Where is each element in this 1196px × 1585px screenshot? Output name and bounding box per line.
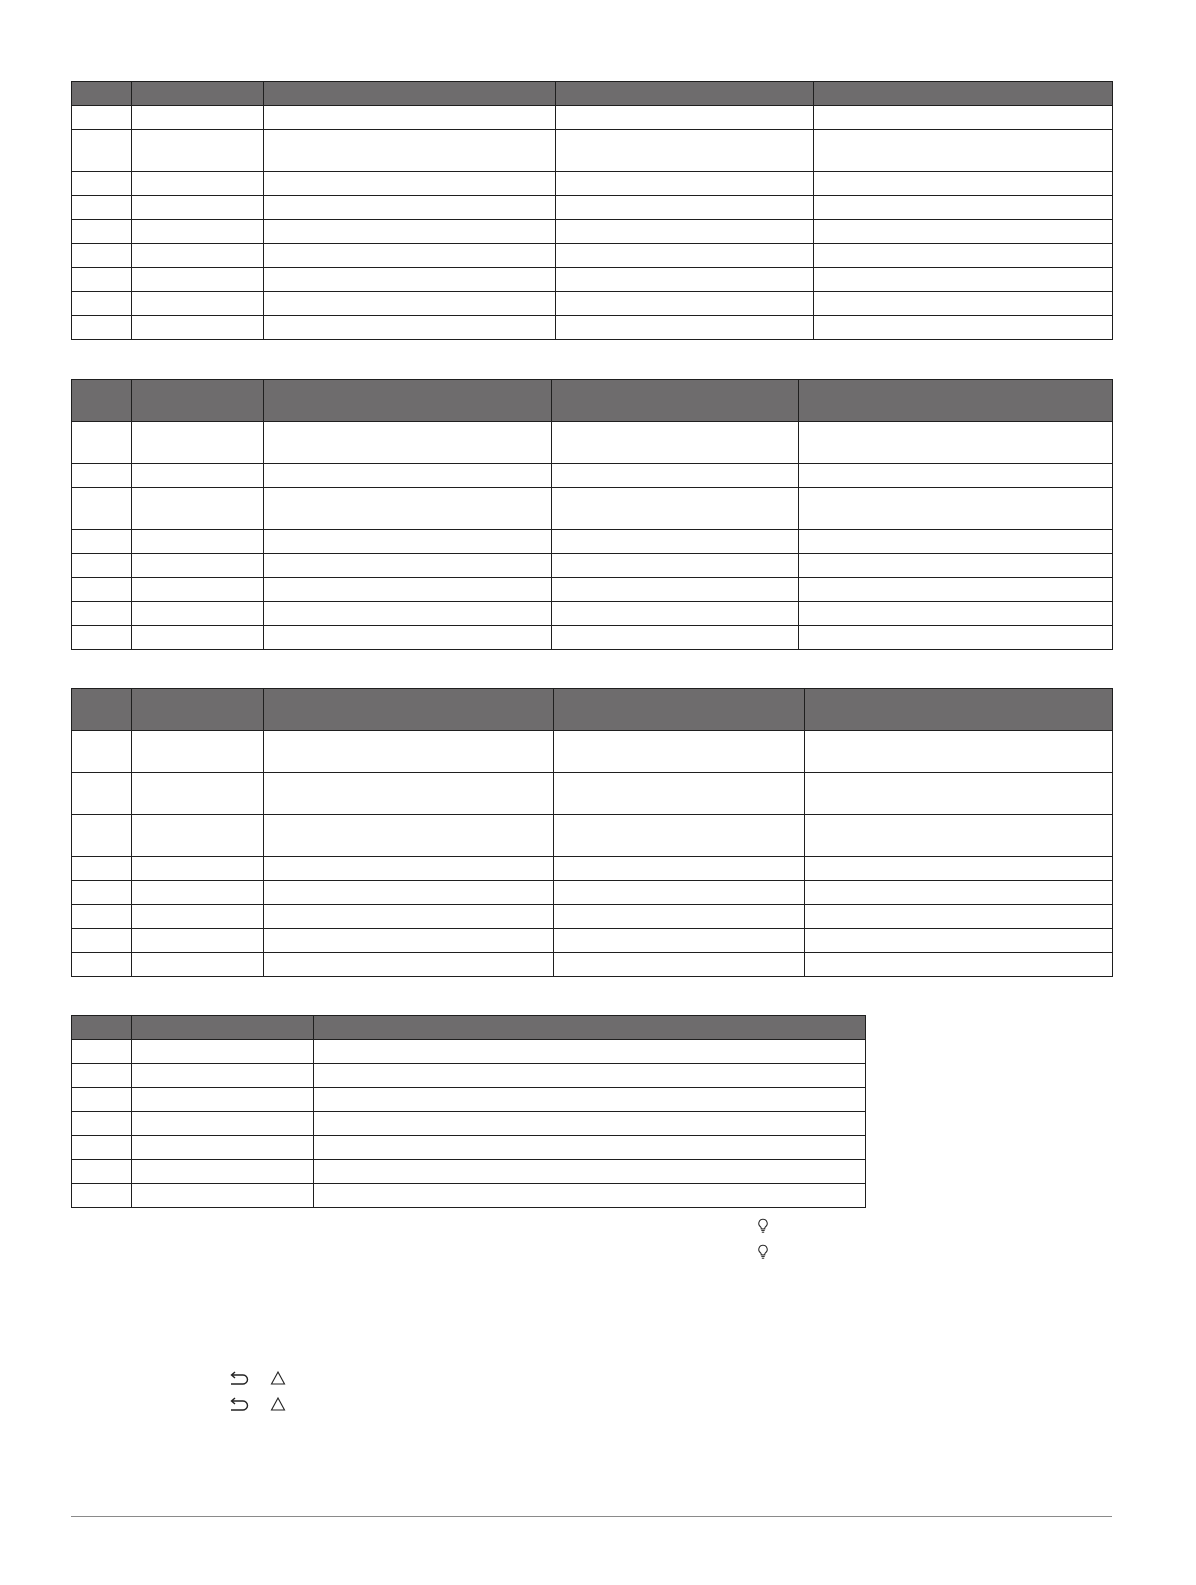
header-cell <box>72 380 132 422</box>
table-cell <box>72 130 132 172</box>
header-cell <box>132 82 264 106</box>
header-cell <box>72 82 132 106</box>
table-cell <box>264 268 556 292</box>
table-cell <box>72 905 132 929</box>
table-cell <box>556 244 814 268</box>
header-cell <box>552 380 799 422</box>
table-row <box>72 488 1113 530</box>
table-cell <box>556 316 814 340</box>
table-cell <box>132 554 264 578</box>
table-cell <box>72 953 132 977</box>
table-cell <box>799 422 1113 464</box>
table-cell <box>264 773 554 815</box>
table-cell <box>805 857 1113 881</box>
table-row <box>72 530 1113 554</box>
table-cell <box>72 881 132 905</box>
header-cell <box>814 82 1113 106</box>
table-cell <box>132 316 264 340</box>
data-table-3 <box>71 688 1113 977</box>
table-cell <box>72 220 132 244</box>
header-cell <box>132 1016 314 1040</box>
table-cell <box>264 815 554 857</box>
table-row <box>72 953 1113 977</box>
table-row <box>72 316 1113 340</box>
table-cell <box>132 292 264 316</box>
table-cell <box>72 929 132 953</box>
table-cell <box>264 953 554 977</box>
table-cell <box>132 1040 314 1064</box>
header-cell <box>314 1016 866 1040</box>
table-cell <box>132 1136 314 1160</box>
table-cell <box>132 130 264 172</box>
table-cell <box>814 106 1113 130</box>
table-row <box>72 220 1113 244</box>
table-cell <box>72 1088 132 1112</box>
table-cell <box>72 464 132 488</box>
footer-divider <box>71 1516 1112 1517</box>
table-cell <box>554 929 805 953</box>
table-cell <box>314 1136 866 1160</box>
table-cell <box>556 130 814 172</box>
table-cell <box>552 578 799 602</box>
table-cell <box>556 268 814 292</box>
table-cell <box>132 602 264 626</box>
table-cell <box>132 106 264 130</box>
table-row <box>72 1184 866 1208</box>
table-cell <box>264 905 554 929</box>
table-cell <box>552 530 799 554</box>
table-cell <box>264 464 552 488</box>
table-row <box>72 422 1113 464</box>
table-cell <box>814 292 1113 316</box>
header-cell <box>264 380 552 422</box>
table-cell <box>72 292 132 316</box>
table-cell <box>814 172 1113 196</box>
table-cell <box>264 292 556 316</box>
table-cell <box>264 106 556 130</box>
table-cell <box>72 196 132 220</box>
table-cell <box>264 316 556 340</box>
table-row <box>72 857 1113 881</box>
table-cell <box>72 1160 132 1184</box>
header-cell <box>132 689 264 731</box>
table-cell <box>264 554 552 578</box>
table-cell <box>72 1136 132 1160</box>
data-table-4 <box>71 1015 866 1208</box>
header-cell <box>264 689 554 731</box>
table-cell <box>554 881 805 905</box>
table-cell <box>72 815 132 857</box>
table-cell <box>132 1064 314 1088</box>
table-cell <box>264 220 556 244</box>
table-cell <box>72 626 132 650</box>
table-cell <box>556 220 814 244</box>
table-cell <box>72 1184 132 1208</box>
table-cell <box>72 106 132 130</box>
table-cell <box>314 1160 866 1184</box>
table-cell <box>72 488 132 530</box>
table-cell <box>264 196 556 220</box>
table-cell <box>556 172 814 196</box>
table-cell <box>554 773 805 815</box>
table-cell <box>132 196 264 220</box>
table-cell <box>132 626 264 650</box>
table-cell <box>554 905 805 929</box>
table-cell <box>264 626 552 650</box>
table-cell <box>314 1088 866 1112</box>
table-cell <box>814 268 1113 292</box>
table-row <box>72 292 1113 316</box>
table-cell <box>814 316 1113 340</box>
back-arrow-icon <box>227 1370 251 1386</box>
table-cell <box>132 244 264 268</box>
table-row <box>72 1160 866 1184</box>
table-cell <box>264 422 552 464</box>
table-header-row <box>72 1016 866 1040</box>
table-cell <box>552 464 799 488</box>
table-row <box>72 172 1113 196</box>
table-cell <box>264 929 554 953</box>
table-cell <box>554 953 805 977</box>
table-cell <box>554 815 805 857</box>
table-row <box>72 773 1113 815</box>
table-row <box>72 554 1113 578</box>
table-cell <box>556 196 814 220</box>
table-row <box>72 1136 866 1160</box>
table-cell <box>72 857 132 881</box>
table-cell <box>799 530 1113 554</box>
table-row <box>72 929 1113 953</box>
triangle-up-icon <box>270 1370 286 1386</box>
table-cell <box>264 857 554 881</box>
table-cell <box>264 881 554 905</box>
table-cell <box>132 220 264 244</box>
table-cell <box>132 268 264 292</box>
table-cell <box>799 464 1113 488</box>
table-row <box>72 626 1113 650</box>
table-cell <box>132 857 264 881</box>
table-cell <box>805 731 1113 773</box>
table-cell <box>805 929 1113 953</box>
table-cell <box>805 815 1113 857</box>
table-cell <box>814 244 1113 268</box>
table-row <box>72 881 1113 905</box>
table-cell <box>132 1088 314 1112</box>
table-row <box>72 815 1113 857</box>
table-cell <box>132 1112 314 1136</box>
table-cell <box>552 602 799 626</box>
table-header-row <box>72 82 1113 106</box>
table-cell <box>314 1184 866 1208</box>
header-cell <box>72 689 132 731</box>
table-cell <box>132 773 264 815</box>
table-header-row <box>72 689 1113 731</box>
table-cell <box>554 731 805 773</box>
table-cell <box>799 488 1113 530</box>
table-cell <box>72 172 132 196</box>
table-cell <box>556 292 814 316</box>
table-cell <box>264 244 556 268</box>
table-cell <box>552 554 799 578</box>
table-cell <box>72 773 132 815</box>
table-cell <box>72 316 132 340</box>
data-table-2 <box>71 379 1113 650</box>
table-row <box>72 1112 866 1136</box>
header-cell <box>264 82 556 106</box>
header-cell <box>799 380 1113 422</box>
back-arrow-icon <box>227 1396 251 1412</box>
header-cell <box>805 689 1113 731</box>
table-row <box>72 602 1113 626</box>
table-cell <box>132 578 264 602</box>
table-cell <box>132 464 264 488</box>
table-cell <box>72 578 132 602</box>
table-cell <box>72 554 132 578</box>
table-cell <box>805 773 1113 815</box>
table-cell <box>132 929 264 953</box>
table-cell <box>72 244 132 268</box>
table-cell <box>132 422 264 464</box>
table-cell <box>552 626 799 650</box>
header-cell <box>132 380 264 422</box>
table-cell <box>72 602 132 626</box>
triangle-up-icon <box>270 1396 286 1412</box>
table-cell <box>72 1064 132 1088</box>
table-cell <box>132 881 264 905</box>
table-cell <box>805 905 1113 929</box>
table-cell <box>132 953 264 977</box>
table-cell <box>314 1040 866 1064</box>
table-cell <box>314 1064 866 1088</box>
table-cell <box>264 602 552 626</box>
table-cell <box>814 130 1113 172</box>
table-cell <box>132 905 264 929</box>
table-cell <box>72 731 132 773</box>
table-cell <box>132 815 264 857</box>
table-row <box>72 1040 866 1064</box>
table-row <box>72 731 1113 773</box>
table-cell <box>132 530 264 554</box>
table-cell <box>264 731 554 773</box>
table-cell <box>799 602 1113 626</box>
table-row <box>72 1088 866 1112</box>
table-cell <box>264 130 556 172</box>
table-cell <box>805 881 1113 905</box>
table-row <box>72 1064 866 1088</box>
data-table-1 <box>71 81 1113 340</box>
table-cell <box>805 953 1113 977</box>
table-cell <box>552 422 799 464</box>
table-cell <box>72 1112 132 1136</box>
table-cell <box>552 488 799 530</box>
table-cell <box>72 422 132 464</box>
table-cell <box>314 1112 866 1136</box>
table-row <box>72 905 1113 929</box>
table-cell <box>556 106 814 130</box>
table-cell <box>799 626 1113 650</box>
table-cell <box>132 172 264 196</box>
header-cell <box>556 82 814 106</box>
lightbulb-icon <box>757 1218 769 1234</box>
header-cell <box>72 1016 132 1040</box>
lightbulb-icon <box>757 1244 769 1260</box>
table-cell <box>132 1184 314 1208</box>
table-cell <box>264 488 552 530</box>
table-cell <box>132 731 264 773</box>
table-row <box>72 130 1113 172</box>
table-header-row <box>72 380 1113 422</box>
table-cell <box>72 268 132 292</box>
table-row <box>72 244 1113 268</box>
header-cell <box>554 689 805 731</box>
table-cell <box>799 578 1113 602</box>
table-row <box>72 106 1113 130</box>
table-row <box>72 196 1113 220</box>
table-cell <box>132 1160 314 1184</box>
table-cell <box>72 1040 132 1064</box>
table-row <box>72 464 1113 488</box>
table-row <box>72 578 1113 602</box>
table-cell <box>264 172 556 196</box>
table-cell <box>264 530 552 554</box>
table-cell <box>72 530 132 554</box>
table-cell <box>814 220 1113 244</box>
table-cell <box>554 857 805 881</box>
table-row <box>72 268 1113 292</box>
table-cell <box>799 554 1113 578</box>
table-cell <box>814 196 1113 220</box>
table-cell <box>264 578 552 602</box>
table-cell <box>132 488 264 530</box>
